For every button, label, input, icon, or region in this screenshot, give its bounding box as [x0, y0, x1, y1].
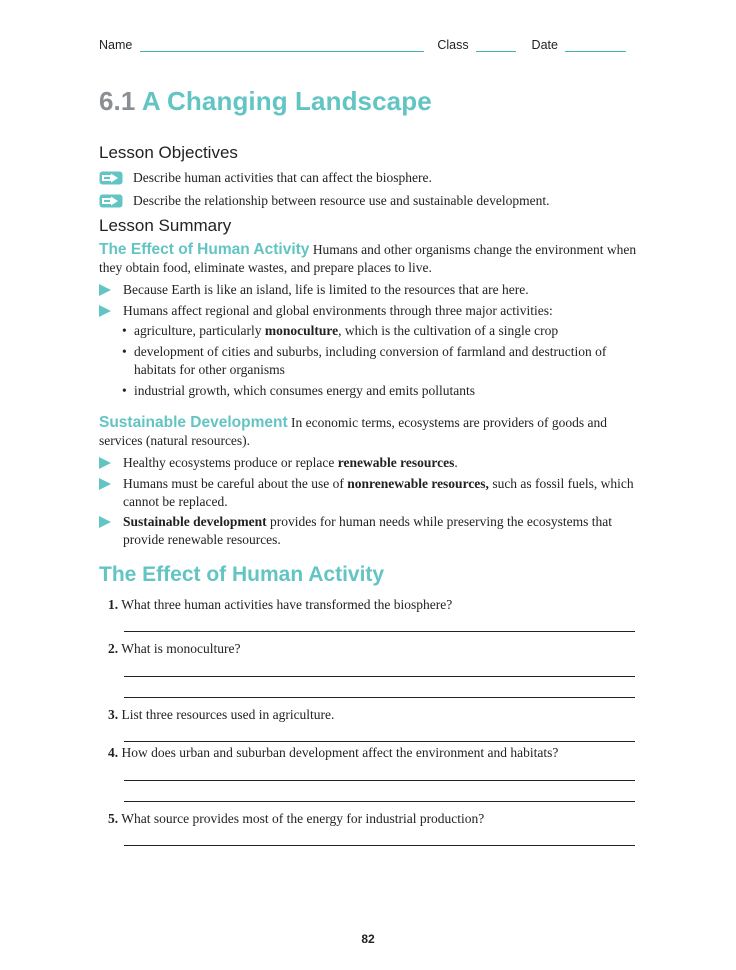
summary-point [99, 475, 639, 511]
summary-point-text: such as fossil fuels, which cannot be replaced. [123, 476, 634, 509]
objective-arrow-icon [99, 171, 123, 185]
class-label: Class [437, 38, 469, 52]
date-label: Date [531, 38, 558, 52]
question-number: 3. [108, 707, 119, 722]
summary-heading: Lesson Summary [99, 216, 232, 235]
human-activity-paragraph [99, 241, 639, 277]
objectives-heading: Lesson Objectives [99, 143, 238, 162]
question-item [108, 597, 452, 613]
summary-point-text: provides for human needs while preserving the ecosystems that provide renewable resources. [123, 514, 612, 547]
summary-point [99, 302, 639, 320]
triangle-bullet-icon [99, 284, 111, 296]
question-item [108, 811, 484, 827]
name-label: Name [99, 38, 133, 52]
page-number: 82 [361, 932, 375, 946]
triangle-bullet-icon [99, 478, 111, 490]
question-text: What is monoculture? [121, 641, 241, 656]
activity-bullet [122, 382, 637, 400]
answer-line[interactable] [124, 697, 635, 698]
bullet-dot-icon: • [122, 323, 127, 338]
summary-point-text: Because Earth is like an island, life is limited to the resources that are here. [123, 282, 529, 297]
objective-text: Describe the relationship between resource use and sustainable development. [133, 193, 550, 208]
question-item [108, 707, 334, 723]
summary-bold-term: nonrenewable resources, [347, 476, 489, 491]
summary-point [99, 454, 639, 472]
summary-bold-term: renewable resources [337, 455, 455, 470]
objective-arrow-icon [99, 194, 123, 208]
sustainable-paragraph [99, 414, 639, 450]
name-blank[interactable] [140, 37, 424, 52]
class-blank[interactable] [476, 37, 516, 52]
summary-point [99, 513, 639, 549]
human-activity-lead: The Effect of Human Activity [99, 241, 310, 258]
answer-line[interactable] [124, 676, 635, 677]
summary-bold-term: Sustainable development [123, 514, 267, 529]
summary-point [99, 281, 639, 299]
summary-point-text: Humans must be careful about the use of [123, 476, 348, 491]
section-title: The Effect of Human Activity [99, 563, 385, 586]
student-info-line [99, 37, 626, 52]
sustainable-lead: Sustainable Development [99, 414, 288, 431]
lesson-number: 6.1 [99, 86, 136, 116]
bullet-bold-term: monoculture [264, 323, 339, 338]
question-text: What three human activities have transformed the biosphere? [121, 597, 453, 612]
question-number: 5. [108, 811, 119, 826]
activity-bullet [122, 343, 637, 379]
sustainable-text: In economic terms, ecosystems are providers of goods and services (natural resources). [99, 415, 608, 448]
question-text: What source provides most of the energy for industrial production? [121, 811, 485, 826]
question-item [108, 641, 240, 657]
answer-line[interactable] [124, 801, 635, 802]
summary-point-text: Humans affect regional and global environments through three major activities: [123, 303, 553, 318]
bullet-text: , which is the cultivation of a single crop [338, 323, 559, 338]
question-number: 1. [108, 597, 119, 612]
activity-bullet [122, 322, 637, 340]
lesson-title: A Changing Landscape [141, 86, 432, 116]
bullet-text: industrial growth, which consumes energy and emits pollutants [134, 383, 475, 398]
triangle-bullet-icon [99, 516, 111, 528]
answer-line[interactable] [124, 780, 635, 781]
answer-line[interactable] [124, 631, 635, 632]
answer-line[interactable] [124, 845, 635, 846]
question-text: How does urban and suburban development affect the environment and habitats? [121, 745, 559, 760]
bullet-dot-icon: • [122, 383, 127, 398]
objective-text: Describe human activities that can affect the biosphere. [133, 170, 432, 185]
question-number: 4. [108, 745, 119, 760]
bullet-text: agriculture, particularly [134, 323, 265, 338]
triangle-bullet-icon [99, 457, 111, 469]
date-blank[interactable] [565, 37, 626, 52]
summary-point-text: Healthy ecosystems produce or replace [123, 455, 338, 470]
bullet-dot-icon: • [122, 344, 127, 359]
triangle-bullet-icon [99, 305, 111, 317]
summary-point-text: . [454, 455, 458, 470]
answer-line[interactable] [124, 741, 635, 742]
objective-item [99, 193, 549, 209]
question-item [108, 745, 558, 761]
question-text: List three resources used in agriculture. [121, 707, 335, 722]
objective-item [99, 170, 432, 186]
bullet-text: development of cities and suburbs, including conversion of farmland and destruction of habitats for other organisms [134, 344, 607, 377]
question-number: 2. [108, 641, 119, 656]
human-activity-text: Humans and other organisms change the environment when they obtain food, eliminate wastes, and prepare places to live. [99, 242, 637, 275]
page-title [99, 86, 432, 117]
